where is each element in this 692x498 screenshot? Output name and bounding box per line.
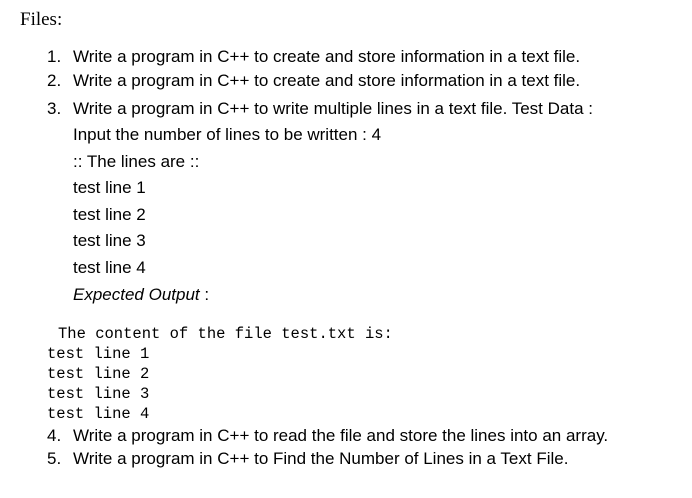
output-line: test line 3 <box>47 385 150 403</box>
task-number: 4. <box>47 426 62 445</box>
task-number: 5. <box>47 449 62 468</box>
output-line: test line 1 <box>47 345 150 363</box>
task-text: Write a program in C++ to write multiple lines in a text file. Test Data : <box>73 99 593 118</box>
task-text: Write a program in C++ to create and store information in a text file. <box>73 47 581 66</box>
task-text: Write a program in C++ to read the file and store the lines into an array. <box>73 426 609 445</box>
test-line: test line 1 <box>73 178 146 197</box>
task-number: 1. <box>47 47 62 66</box>
lines-header: :: The lines are :: <box>73 152 200 171</box>
expected-output-colon: : <box>199 285 210 304</box>
task-text: Write a program in C++ to Find the Number of Lines in a Text File. <box>73 449 569 468</box>
task-number: 3. <box>47 99 62 118</box>
task-text: Write a program in C++ to create and store information in a text file. <box>73 71 581 90</box>
test-line: test line 2 <box>73 205 146 224</box>
test-line: test line 4 <box>73 258 146 277</box>
task-number: 2. <box>47 71 62 90</box>
test-line: test line 3 <box>73 231 146 250</box>
output-line: test line 4 <box>47 405 150 423</box>
output-header: The content of the file test.txt is: <box>58 325 393 343</box>
input-prompt: Input the number of lines to be written : 4 <box>73 125 382 144</box>
expected-output-label <box>73 285 209 305</box>
output-line: test line 2 <box>47 365 150 383</box>
expected-output-text: Expected Output <box>73 285 200 304</box>
files-heading: Files: <box>20 9 63 30</box>
